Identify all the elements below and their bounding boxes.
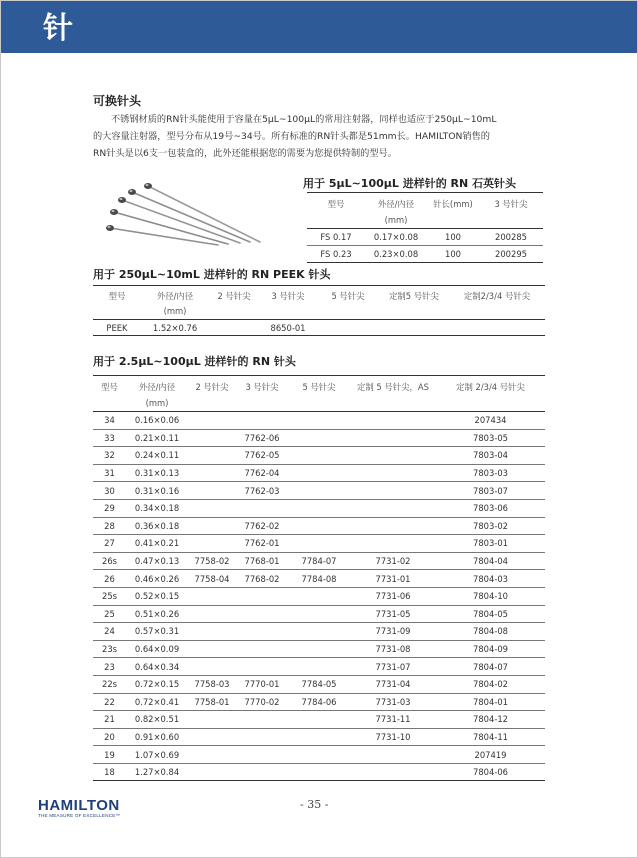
- table-row: [93, 535, 545, 553]
- table-cell: 7784-05: [301, 679, 337, 690]
- column-header-text: 定制 2/3/4 号针尖: [456, 382, 525, 392]
- table-cell: 0.51×0.26: [134, 608, 180, 619]
- table-cell: 0.72×0.15: [134, 679, 180, 690]
- table-cell: 7758-01: [194, 696, 230, 707]
- table-cell: [188, 517, 236, 535]
- section-title: 可换针头: [93, 94, 142, 108]
- table-cell: [350, 517, 436, 535]
- table-row: [93, 746, 545, 764]
- table-cell: [188, 623, 236, 641]
- table-cell: [288, 763, 350, 781]
- table-row: [93, 711, 545, 729]
- table-cell: 24: [104, 626, 115, 637]
- table-row: [93, 763, 545, 781]
- column-header: [365, 193, 427, 229]
- table-row: [307, 229, 543, 246]
- table-cell: 7770-02: [244, 696, 280, 707]
- column-header-text: 3 号针尖: [245, 382, 279, 392]
- table-cell: 1.52×0.76: [152, 322, 198, 333]
- column-header: [209, 286, 259, 320]
- table-cell: 7731-01: [375, 573, 411, 584]
- table-cell: 21: [104, 714, 115, 725]
- table-cell: 0.57×0.31: [134, 626, 180, 637]
- table-cell: [188, 746, 236, 764]
- table-cell: 7731-09: [375, 626, 411, 637]
- table-row: [93, 728, 545, 746]
- table-cell: [236, 605, 288, 623]
- table-cell: 20: [104, 731, 115, 742]
- quartz-table-title: 用于 5μL~100μL 进样针的 RN 石英针头: [303, 177, 517, 190]
- table-cell: 7803-06: [473, 503, 508, 514]
- table-cell: 200295: [495, 249, 527, 259]
- column-header: [436, 376, 545, 412]
- table-cell: 7784-07: [301, 556, 337, 567]
- table-cell: 200285: [495, 232, 527, 242]
- quartz-needle-table: [307, 192, 543, 263]
- table-cell: 0.64×0.34: [134, 661, 180, 672]
- table-cell: 0.16×0.06: [134, 415, 180, 426]
- table-cell: 27: [104, 538, 115, 549]
- table-cell: [288, 746, 350, 764]
- table-cell: [236, 412, 288, 430]
- column-header-text: 2 号针尖: [217, 291, 251, 301]
- table-cell: [236, 711, 288, 729]
- table-row: [93, 499, 545, 517]
- column-header-text: (mm): [384, 215, 408, 225]
- table-cell: 7803-03: [473, 468, 508, 479]
- table-cell: [188, 482, 236, 500]
- table-cell: 7803-01: [473, 538, 508, 549]
- table-cell: 7804-01: [473, 696, 508, 707]
- needles-image: [100, 180, 270, 250]
- table-cell: [236, 658, 288, 676]
- intro-line-3: RN针头是以6支一包装盒的，此外还能根据您的需要为您提供特制的型号。: [93, 148, 397, 159]
- table-cell: [188, 464, 236, 482]
- table-cell: [379, 320, 449, 336]
- table-row: [93, 552, 545, 570]
- table-cell: 1.27×0.84: [134, 767, 180, 778]
- table-cell: 7804-04: [473, 556, 508, 567]
- table-cell: 7804-03: [473, 573, 508, 584]
- table-cell: 7804-02: [473, 679, 508, 690]
- table-cell: 0.72×0.41: [134, 696, 180, 707]
- table-cell: 7768-02: [244, 573, 280, 584]
- logo-tagline: THE MEASURE OF EXCELLENCE™: [38, 813, 121, 818]
- rn-table-header: [93, 376, 545, 412]
- table-cell: 7731-07: [375, 661, 411, 672]
- peek-needle-table: [93, 285, 545, 336]
- table-cell: [188, 640, 236, 658]
- table-cell: [188, 658, 236, 676]
- table-cell: 7758-02: [194, 556, 230, 567]
- table-cell: 207419: [474, 749, 507, 760]
- table-cell: [350, 447, 436, 465]
- table-cell: 25: [104, 608, 115, 619]
- table-cell: 7804-07: [473, 661, 508, 672]
- table-cell: [288, 728, 350, 746]
- column-header: [307, 193, 365, 229]
- table-cell: 0.64×0.09: [134, 644, 180, 655]
- logo-text: HAMILTON: [38, 797, 120, 814]
- column-header: [288, 376, 350, 412]
- column-header-text: 5 号针尖: [331, 291, 365, 301]
- table-cell: [288, 429, 350, 447]
- column-header-text: 定制2/3/4 号针尖: [463, 291, 531, 301]
- table-cell: 0.52×0.15: [134, 591, 180, 602]
- table-cell: 22s: [101, 679, 118, 690]
- table-row: [93, 605, 545, 623]
- table-cell: 7762-01: [244, 538, 280, 549]
- table-cell: [188, 763, 236, 781]
- column-header-text: 3 号针尖: [494, 199, 528, 209]
- table-cell: 32: [104, 450, 115, 461]
- table-row: [93, 482, 545, 500]
- table-cell: [288, 587, 350, 605]
- table-cell: 26: [104, 573, 115, 584]
- table-cell: [350, 482, 436, 500]
- header-character: 针: [43, 11, 73, 46]
- column-header-text: 定制5 号针尖: [389, 291, 439, 301]
- table-cell: 7762-02: [244, 520, 280, 531]
- column-header-text: 型号: [327, 199, 345, 209]
- table-cell: 100: [445, 232, 461, 242]
- column-header: [188, 376, 236, 412]
- table-cell: 7731-02: [375, 556, 411, 567]
- table-row: [93, 623, 545, 641]
- table-cell: 7731-06: [375, 591, 411, 602]
- table-cell: 7731-08: [375, 644, 411, 655]
- column-header: [317, 286, 379, 320]
- table-row: [93, 587, 545, 605]
- column-header-text: 5 号针尖: [302, 382, 336, 392]
- table-row: [307, 246, 543, 263]
- table-row: [93, 658, 545, 676]
- table-cell: 7804-11: [473, 731, 508, 742]
- rn-needle-table: [93, 375, 545, 781]
- column-header: [236, 376, 288, 412]
- column-header: [93, 286, 141, 320]
- table-cell: 7804-10: [473, 591, 508, 602]
- table-cell: 7804-05: [473, 608, 508, 619]
- table-cell: [236, 623, 288, 641]
- table-cell: 7758-03: [194, 679, 230, 690]
- table-cell: 7762-05: [244, 450, 280, 461]
- table-cell: [350, 412, 436, 430]
- table-cell: [288, 412, 350, 430]
- table-cell: 7762-06: [244, 432, 280, 443]
- table-cell: [188, 711, 236, 729]
- table-cell: [188, 728, 236, 746]
- column-header: [449, 286, 545, 320]
- table-cell: 33: [104, 432, 115, 443]
- table-row: [93, 464, 545, 482]
- table-cell: [288, 482, 350, 500]
- table-cell: FS 0.23: [320, 249, 352, 259]
- column-header-text: (mm): [163, 306, 187, 316]
- table-cell: [350, 464, 436, 482]
- peek-table-body: [93, 320, 545, 336]
- table-cell: PEEK: [106, 322, 128, 333]
- table-cell: 7803-02: [473, 520, 508, 531]
- table-cell: 30: [104, 485, 115, 496]
- column-header-text: 3 号针尖: [271, 291, 305, 301]
- table-cell: 7731-11: [375, 714, 411, 725]
- table-cell: 34: [104, 415, 115, 426]
- table-cell: 0.41×0.21: [134, 538, 180, 549]
- table-cell: 19: [104, 749, 115, 760]
- column-header-text: (mm): [145, 398, 169, 408]
- table-cell: [449, 320, 545, 336]
- table-cell: 23s: [101, 644, 118, 655]
- table-cell: 7731-04: [375, 679, 411, 690]
- table-cell: 31: [104, 468, 115, 479]
- column-header: [379, 286, 449, 320]
- table-cell: [236, 587, 288, 605]
- table-cell: 18: [104, 767, 115, 778]
- table-cell: [236, 640, 288, 658]
- table-cell: 0.82×0.51: [134, 714, 180, 725]
- quartz-table-body: [307, 229, 543, 263]
- header-band: [1, 1, 637, 53]
- column-header-text: 2 号针尖: [195, 382, 229, 392]
- table-row: [93, 320, 545, 336]
- column-header-text: 外径/内径: [138, 382, 176, 392]
- table-row: [93, 429, 545, 447]
- table-cell: [350, 763, 436, 781]
- table-cell: [236, 728, 288, 746]
- table-cell: [188, 605, 236, 623]
- table-cell: [188, 412, 236, 430]
- column-header: [479, 193, 543, 229]
- table-cell: 26s: [101, 556, 118, 567]
- column-header-text: 外径/内径: [377, 199, 415, 209]
- table-cell: 0.23×0.08: [373, 249, 419, 259]
- table-cell: 0.36×0.18: [134, 520, 180, 531]
- table-cell: 7758-04: [194, 573, 230, 584]
- table-cell: [288, 447, 350, 465]
- table-cell: 7731-10: [375, 731, 411, 742]
- table-cell: [288, 623, 350, 641]
- peek-table-header: [93, 286, 545, 320]
- table-cell: [236, 499, 288, 517]
- table-cell: 7768-01: [244, 556, 280, 567]
- table-cell: [188, 587, 236, 605]
- table-row: [93, 693, 545, 711]
- table-cell: [288, 605, 350, 623]
- quartz-table-header: [307, 193, 543, 229]
- column-header: [93, 376, 126, 412]
- intro-line-2: 的大容量注射器，型号分布从19号~34号。所有标准的RN针头都是51mm长。HAMILTON销售的: [93, 131, 490, 142]
- table-cell: 7803-07: [473, 485, 508, 496]
- intro-line-1: 不锈钢材质的RN针头能使用于容量在5μL~100μL的常用注射器，同样也适应于250μL~10mL: [111, 114, 497, 125]
- table-cell: 0.46×0.26: [134, 573, 180, 584]
- column-header-text: 针长(mm): [433, 199, 473, 209]
- table-cell: 7804-12: [473, 714, 508, 725]
- table-cell: 207434: [474, 415, 507, 426]
- peek-table-title: 用于 250μL~10mL 进样针的 RN PEEK 针头: [93, 268, 331, 281]
- table-cell: 7762-03: [244, 485, 280, 496]
- table-cell: [288, 464, 350, 482]
- table-cell: 7804-08: [473, 626, 508, 637]
- table-row: [93, 675, 545, 693]
- column-header: [427, 193, 479, 229]
- table-cell: [188, 535, 236, 553]
- table-cell: [288, 711, 350, 729]
- table-cell: [236, 746, 288, 764]
- table-cell: 22: [104, 696, 115, 707]
- table-cell: [288, 658, 350, 676]
- table-cell: 29: [104, 503, 115, 514]
- table-cell: 0.17×0.08: [373, 232, 419, 242]
- table-cell: 7784-08: [301, 573, 337, 584]
- table-cell: [188, 429, 236, 447]
- table-cell: 28: [104, 520, 115, 531]
- table-cell: [350, 499, 436, 517]
- column-header-text: 定制 5 号针尖，AS: [357, 382, 429, 392]
- table-cell: 7803-04: [473, 450, 508, 461]
- table-cell: 0.47×0.13: [134, 556, 180, 567]
- column-header: [141, 286, 209, 320]
- column-header: [126, 376, 188, 412]
- column-header: [259, 286, 317, 320]
- table-cell: 7784-06: [301, 696, 337, 707]
- table-cell: [236, 763, 288, 781]
- table-cell: 1.07×0.69: [134, 749, 180, 760]
- table-cell: 7731-05: [375, 608, 411, 619]
- table-cell: [288, 499, 350, 517]
- table-cell: [350, 746, 436, 764]
- table-cell: 7762-04: [244, 468, 280, 479]
- intro-paragraph: [93, 111, 553, 162]
- table-cell: 7804-06: [473, 767, 508, 778]
- column-header-text: 型号: [101, 382, 118, 392]
- table-cell: [350, 429, 436, 447]
- table-cell: [288, 535, 350, 553]
- table-cell: [317, 320, 379, 336]
- table-cell: 0.91×0.60: [134, 731, 180, 742]
- table-cell: [188, 447, 236, 465]
- rn-table-body: [93, 412, 545, 781]
- column-header-text: 型号: [108, 291, 126, 301]
- table-cell: 0.31×0.16: [134, 485, 180, 496]
- table-row: [93, 447, 545, 465]
- table-cell: 0.31×0.13: [134, 468, 180, 479]
- hamilton-logo: [38, 797, 120, 818]
- table-cell: [288, 640, 350, 658]
- table-cell: 0.34×0.18: [134, 503, 180, 514]
- table-cell: [209, 320, 259, 336]
- table-cell: [188, 499, 236, 517]
- page-number: - 35 -: [300, 798, 329, 811]
- table-cell: 25s: [101, 591, 118, 602]
- table-cell: 8650-01: [270, 322, 306, 333]
- rn-table-title: 用于 2.5μL~100μL 进样针的 RN 针头: [93, 355, 296, 368]
- table-row: [93, 517, 545, 535]
- table-cell: [350, 535, 436, 553]
- table-cell: 7770-01: [244, 679, 280, 690]
- column-header-text: 外径/内径: [156, 291, 194, 301]
- table-row: [93, 412, 545, 430]
- table-cell: 7731-03: [375, 696, 411, 707]
- table-cell: FS 0.17: [320, 232, 352, 242]
- table-cell: 7804-09: [473, 644, 508, 655]
- table-cell: 0.24×0.11: [134, 450, 180, 461]
- table-row: [93, 570, 545, 588]
- table-cell: 0.21×0.11: [134, 432, 180, 443]
- table-cell: 7803-05: [473, 432, 508, 443]
- table-row: [93, 640, 545, 658]
- column-header: [350, 376, 436, 412]
- table-cell: [288, 517, 350, 535]
- table-cell: 23: [104, 661, 115, 672]
- table-cell: 100: [445, 249, 461, 259]
